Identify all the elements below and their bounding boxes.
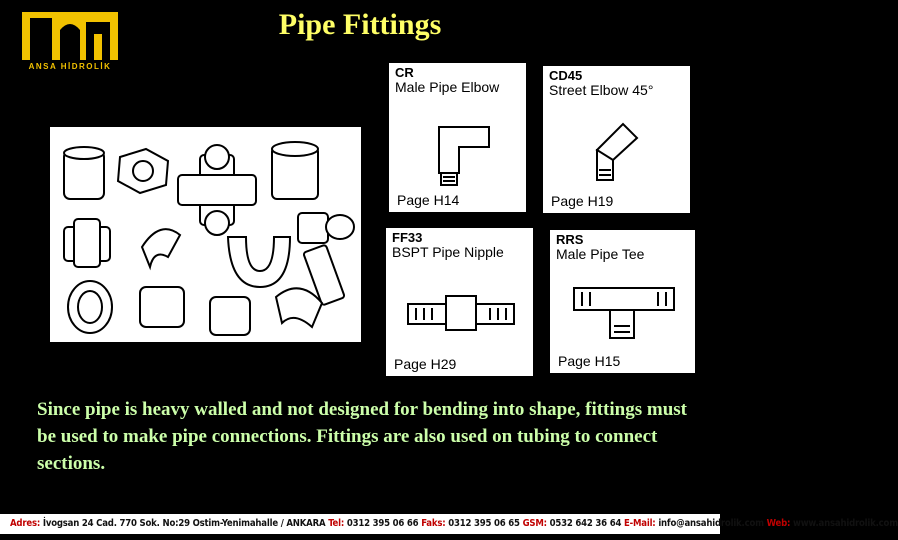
male-pipe-tee-drawing [570, 280, 680, 340]
card-name: Male Pipe Tee [556, 246, 645, 262]
web-text: www.ansahidrolik.com [793, 518, 898, 529]
email-text: info@ansahidrolik.com [658, 518, 764, 529]
fitting-card-cr [389, 63, 526, 212]
card-page: Page H19 [551, 193, 614, 209]
tel-label: Tel: [328, 518, 345, 529]
slide-caption: Since pipe is heavy walled and not designed for bending into shape, fittings must be used to make pipe connections. Fittings are also used on tubing to connect sections. [37, 399, 687, 474]
fittings-photo [50, 127, 361, 342]
fax-text: 0312 395 06 65 [448, 518, 520, 529]
fitting-card-ff33 [386, 228, 533, 376]
logo-text: ANSA HİDROLİK [28, 62, 112, 71]
street-elbow-45-drawing [583, 110, 663, 190]
card-code: FF33 [392, 230, 423, 245]
gsm-text: 0532 642 36 64 [549, 518, 622, 529]
male-pipe-elbow-drawing [419, 107, 499, 187]
bspt-pipe-nipple-drawing [406, 288, 516, 338]
card-page: Page H29 [394, 356, 457, 372]
web-label: Web: [766, 518, 791, 529]
card-name: Street Elbow 45° [549, 82, 654, 98]
tel-text: 0312 395 06 66 [346, 518, 419, 529]
address-text: İvogsan 24 Cad. 770 Sok. No:29 Ostim-Yenimahalle / ANKARA [42, 518, 326, 529]
card-page: Page H15 [558, 353, 621, 369]
card-code: RRS [556, 232, 584, 247]
card-name: Male Pipe Elbow [395, 79, 500, 95]
card-page: Page H14 [397, 192, 460, 208]
address-label: Adres: [10, 518, 41, 529]
fitting-card-cd45 [543, 66, 690, 213]
page-title: Pipe Fittings [278, 8, 442, 41]
card-code: CR [395, 65, 414, 80]
fitting-card-rrs [550, 230, 695, 373]
contact-footer [0, 514, 898, 534]
gsm-label: GSM: [522, 518, 547, 529]
card-name: BSPT Pipe Nipple [392, 244, 504, 260]
card-code: CD45 [549, 68, 583, 83]
email-label: E-Mail: [623, 518, 656, 529]
fax-label: Faks: [421, 518, 446, 529]
